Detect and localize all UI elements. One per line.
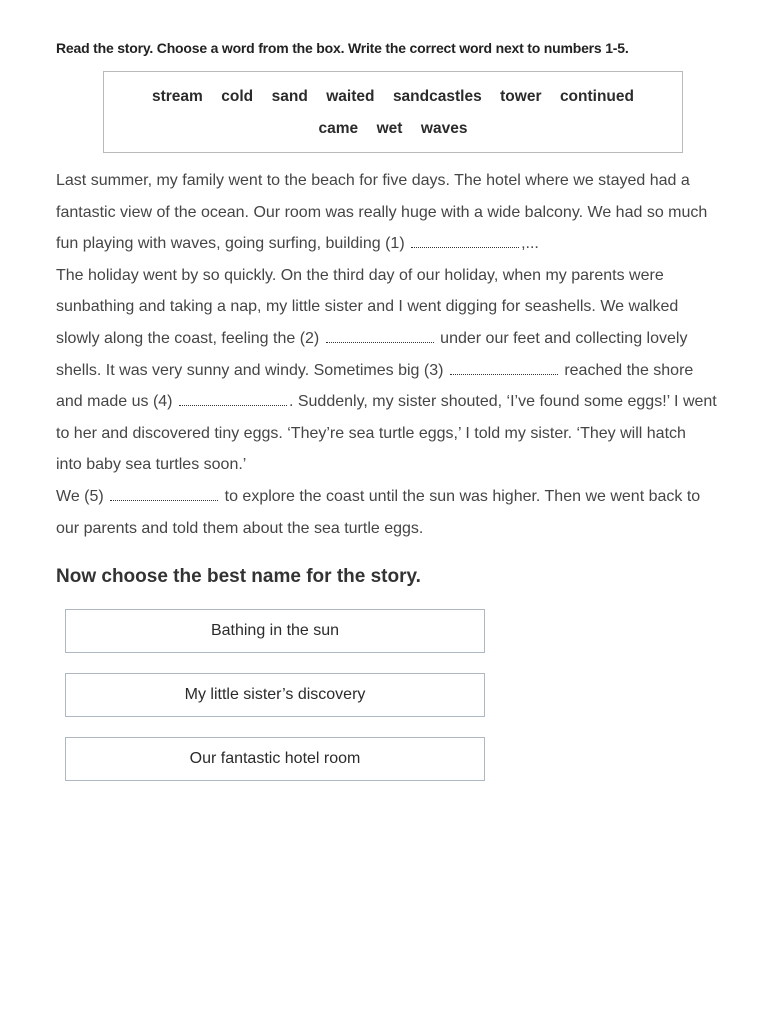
word-option: waited [326, 88, 375, 105]
question-heading: Now choose the best name for the story. [56, 566, 421, 587]
answer-blank-1[interactable] [411, 233, 519, 248]
title-option-button[interactable]: Our fantastic hotel room [65, 737, 485, 781]
word-option: came [318, 120, 359, 137]
story-fragment: slowly along the coast, feeling the (2) [56, 329, 320, 347]
story-fragment: ,... [521, 235, 539, 253]
word-option: tower [500, 88, 542, 105]
story-fragment: and made us (4) [56, 393, 173, 411]
story-line: to her and discovered tiny eggs. ‘They’re sea turtle eggs,’ I told my sister. ‘They will hatch [56, 424, 686, 442]
story-line [56, 386, 736, 418]
title-option-button[interactable]: My little sister’s discovery [65, 673, 485, 717]
word-option: wet [376, 120, 403, 137]
word-option: sandcastles [392, 88, 482, 105]
word-option: sand [271, 88, 308, 105]
answer-blank-2[interactable] [326, 328, 434, 343]
title-option-button[interactable]: Bathing in the sun [65, 609, 485, 653]
story-line: The holiday went by so quickly. On the third day of our holiday, when my parents were [56, 266, 664, 284]
word-box-row-1 [104, 88, 682, 106]
word-option: continued [559, 88, 634, 105]
story-fragment: . Suddenly, my sister shouted, ‘I’ve found some eggs!’ I went [288, 393, 717, 411]
story-text [56, 165, 736, 544]
story-fragment: fun playing with waves, going surfing, building (1) [56, 235, 405, 253]
story-fragment: shells. It was very sunny and windy. Sometimes big (3) [56, 361, 444, 379]
word-option: waves [420, 120, 468, 137]
story-line: Last summer, my family went to the beach for five days. The hotel where we stayed had a [56, 172, 690, 189]
story-fragment: reached the shore [564, 361, 694, 379]
story-line [56, 481, 736, 513]
answer-blank-3[interactable] [450, 360, 558, 375]
word-option: stream [151, 88, 203, 105]
story-fragment: We (5) [56, 487, 104, 505]
story-line: our parents and told them about the sea turtle eggs. [56, 519, 424, 537]
story-line [56, 355, 736, 387]
story-fragment: to explore the coast until the sun was higher. Then we went back to [224, 487, 701, 505]
story-line: sunbathing and taking a nap, my little sister and I went digging for seashells. We walked [56, 298, 679, 316]
word-option: cold [221, 88, 254, 105]
answer-blank-4[interactable] [179, 391, 287, 406]
word-box [103, 71, 683, 153]
story-line [56, 228, 736, 260]
answer-blank-5[interactable] [110, 486, 218, 501]
story-line [56, 323, 736, 355]
word-box-row-2 [104, 120, 682, 138]
story-line: into baby sea turtles soon.’ [56, 456, 247, 474]
instruction-text: Read the story. Choose a word from the box. Write the correct word next to numbers 1-5. [56, 40, 629, 56]
story-fragment: under our feet and collecting lovely [440, 329, 688, 347]
story-line: fantastic view of the ocean. Our room was really huge with a wide balcony. We had so much [56, 203, 708, 221]
